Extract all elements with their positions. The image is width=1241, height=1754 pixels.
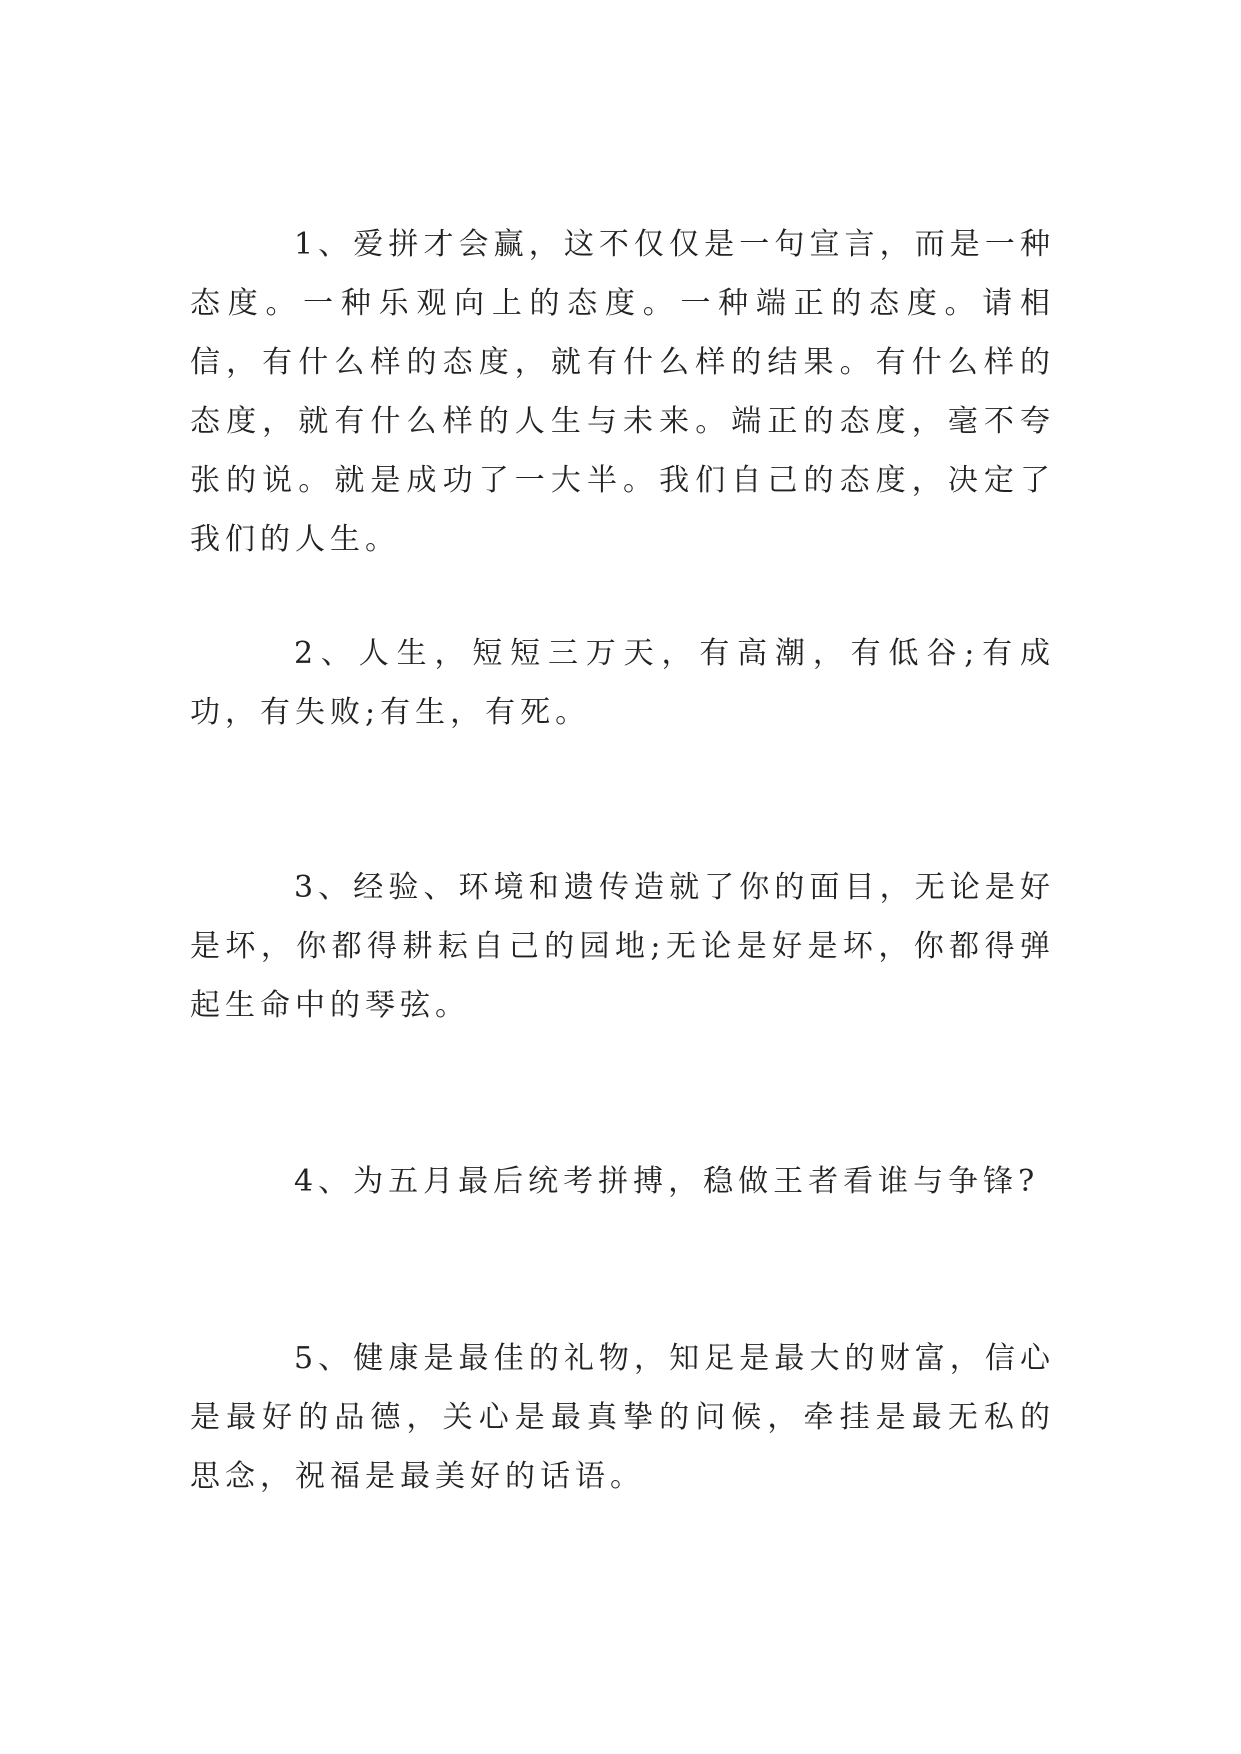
paragraph-2: 2、人生，短短三万天，有高潮，有低谷;有成功，有失败;有生，有死。 — [190, 636, 1055, 730]
paragraph-4: 4、为五月最后统考拼搏，稳做王者看谁与争锋? — [294, 1164, 1040, 1199]
paragraph-1: 1、爱拼才会赢，这不仅仅是一句宣言，而是一种态度。一种乐观向上的态度。一种端正的态度。请相信，有什么样的态度，就有什么样的结果。有什么样的态度，就有什么样的人生与未来。端正的态度，毫不夸张的说。就是成功了一大半。我们自己的态度，决定了我们的人生。 — [190, 227, 1055, 557]
paragraph-3: 3、经验、环境和遗传造就了你的面目，无论是好是坏，你都得耕耘自己的园地;无论是好是坏，你都得弹起生命中的琴弦。 — [190, 870, 1055, 1023]
paragraph-5: 5、健康是最佳的礼物，知足是最大的财富，信心是最好的品德，关心是最真挚的问候，牵挂是最无私的思念，祝福是最美好的话语。 — [190, 1341, 1055, 1494]
